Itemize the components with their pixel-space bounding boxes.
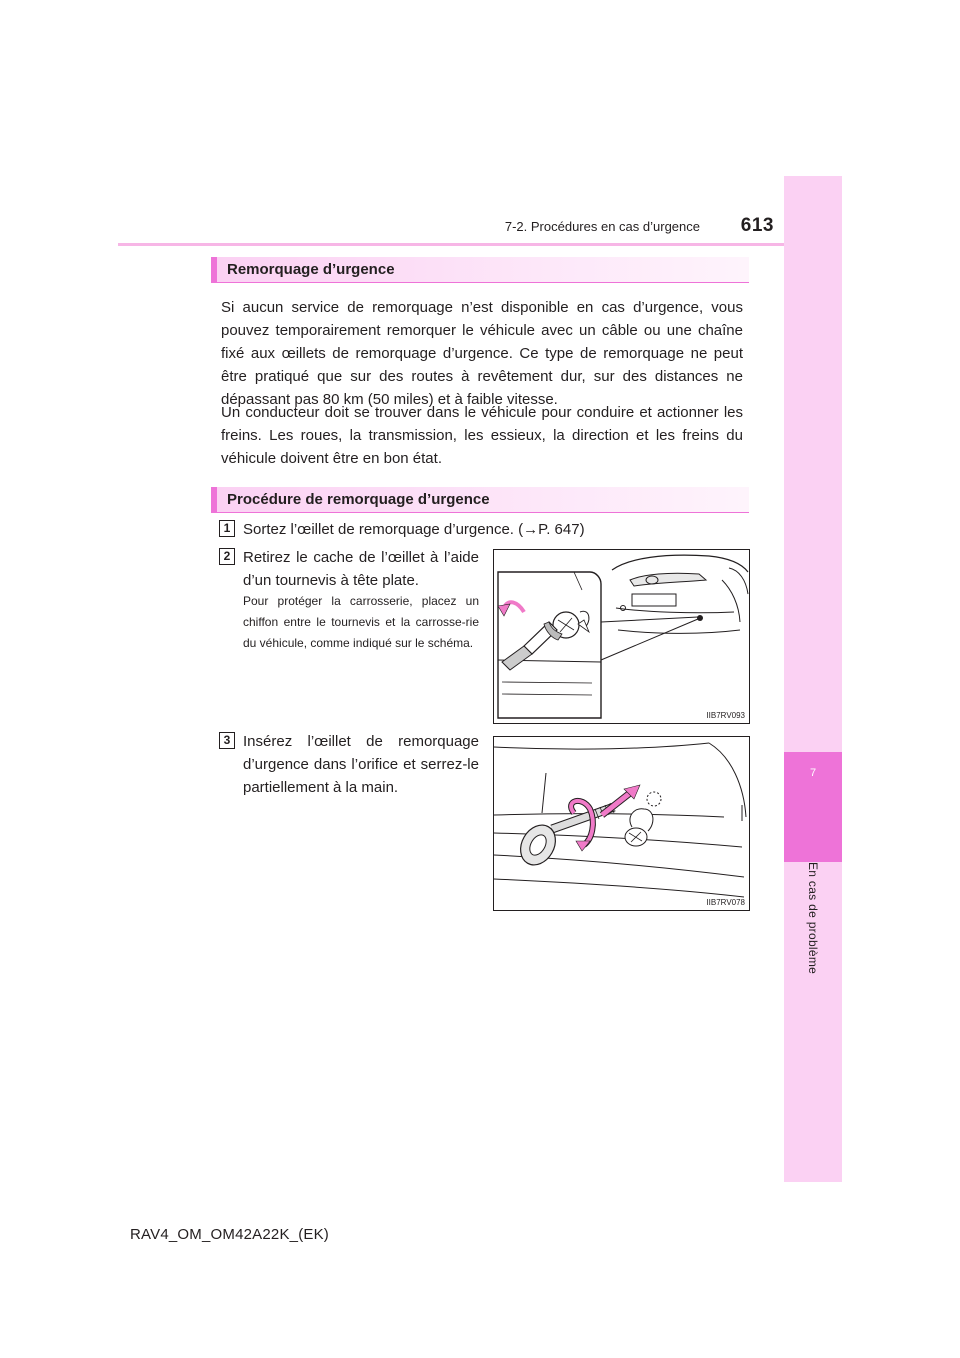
page-number: 613 bbox=[740, 215, 774, 236]
document-id: RAV4_OM_OM42A22K_(EK) bbox=[130, 1226, 330, 1243]
step-2-text: Retirez le cache de l’œillet à l’aide d’un tournevis à tête plate. bbox=[243, 549, 479, 589]
step-number-2: 2 bbox=[219, 548, 235, 565]
figure-code: IIB7RV093 bbox=[706, 711, 745, 720]
step-1-text: Sortez l’œillet de remorquage d’urgence. (→P. 647) bbox=[243, 521, 585, 538]
illustration-insert-eyelet bbox=[494, 737, 749, 910]
chapter-title-wrap bbox=[784, 862, 842, 1022]
step-number-1: 1 bbox=[219, 520, 235, 537]
paragraph-towing-conditions: Si aucun service de remorquage n’est disponible en cas d’urgence, vous pouvez temporairement remorquer le véhicule avec un câble ou une chaîne fixé aux œillets de remorquage d’urgence. Ce type de remorquage ne peut être pratiqué que sur des routes à revêtement dur, sur des distances ne dépassant pas 80 km (50 miles) et à faible vitesse. bbox=[221, 299, 743, 408]
figure-remove-cover bbox=[493, 549, 750, 724]
step-number-3: 3 bbox=[219, 732, 235, 749]
step-3-text: Insérez l’œillet de remorquage d’urgence dans l’orifice et serrez-le partiellement à la main. bbox=[243, 733, 479, 796]
section-label: 7-2. Procédures en cas d’urgence bbox=[504, 219, 700, 234]
figure-insert-eyelet bbox=[493, 736, 750, 911]
header-rule bbox=[118, 243, 842, 246]
step-2-note: Pour protéger la carrosserie, placez un chiffon entre le tournevis et la carrosse-rie du véhicule, comme indiqué sur le schéma. bbox=[243, 594, 479, 650]
figure-code: IIB7RV078 bbox=[706, 898, 745, 907]
section-heading-text: Remorquage d’urgence bbox=[227, 261, 395, 278]
side-tab bbox=[784, 176, 842, 1182]
paragraph-driver-requirement: Un conducteur doit se trouver dans le véhicule pour conduire et actionner les freins. Les roues, la transmission, les essieux, la direction et les freins du véhicule doivent être en bon état. bbox=[221, 404, 743, 467]
chapter-number: 7 bbox=[809, 767, 817, 779]
illustration-remove-cover bbox=[494, 550, 749, 723]
chapter-title: En cas de problème bbox=[806, 862, 820, 975]
section-heading-procedure bbox=[211, 487, 749, 513]
section-heading-emergency-towing bbox=[211, 257, 749, 283]
section-heading-text: Procédure de remorquage d’urgence bbox=[227, 491, 490, 508]
